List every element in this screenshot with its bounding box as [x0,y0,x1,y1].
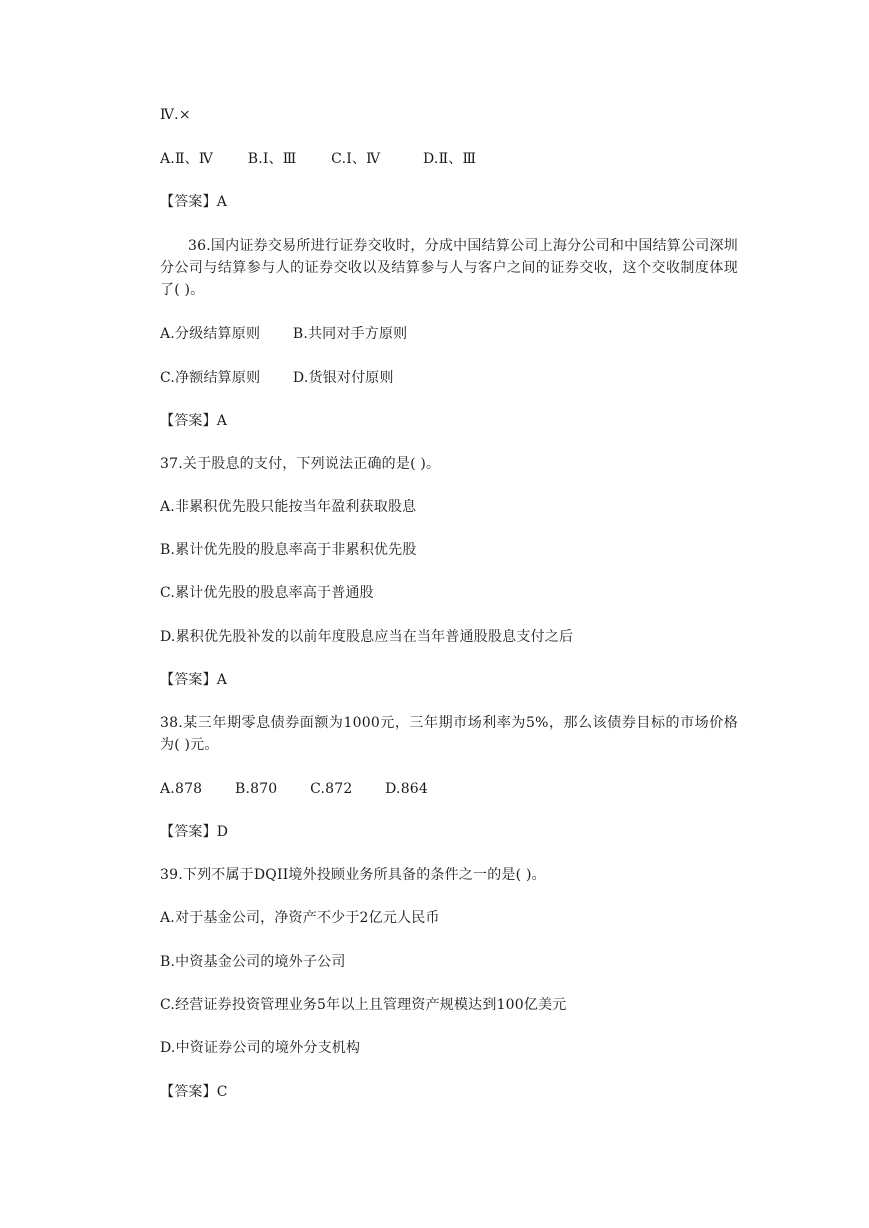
q38-option-b: B.870 [234,781,278,797]
q35-option-d: D.Ⅱ、Ⅲ [423,151,477,167]
q37-option-a: A.非累积优先股只能按当年盈利获取股息 [160,499,417,515]
q37-option-d: D.累积优先股补发的以前年度股息应当在当年普通股股息支付之后 [160,629,574,645]
q36-option-a: A.分级结算原则 [160,326,261,342]
q38-answer: 【答案】D [160,824,229,840]
q38-options [160,778,428,800]
q37-answer: 【答案】A [160,672,228,688]
q36-options-row2 [160,367,394,389]
q35-option-a: A.Ⅱ、Ⅳ [160,151,214,167]
q36-answer: 【答案】A [160,413,228,429]
q39-option-d: D.中资证券公司的境外分支机构 [160,1040,361,1056]
q35-option-c: C.Ⅰ、Ⅳ [331,151,381,167]
q36-option-b: B.共同对手方原则 [292,326,408,342]
q39-option-b: B.中资基金公司的境外子公司 [160,954,346,970]
q37-option-c: C.累计优先股的股息率高于普通股 [160,585,374,601]
q36-question: 36.国内证券交易所进行证券交收时，分成中国结算公司上海分公司和中国结算公司深圳分公司与结算参与人的证券交收以及结算参与人与客户之间的证券交收，这个交收制度体现了( )。 [160,238,738,298]
q35-answer: 【答案】A [160,194,228,210]
q38-option-a: A.878 [160,781,203,797]
q38-option-c: C.872 [310,781,353,797]
q39-question: 39.下列不属于DQII境外投顾业务所具备的条件之一的是( )。 [160,867,546,883]
q35-item-iv: Ⅳ.× [160,107,191,123]
q39-answer: 【答案】C [160,1084,228,1100]
q39-option-a: A.对于基金公司，净资产不少于2亿元人民币 [160,910,440,926]
q35-options [160,148,476,170]
q36-options-row1 [160,323,407,345]
q39-option-c: C.经营证券投资管理业务5年以上且管理资产规模达到100亿美元 [160,997,567,1013]
q37-option-b: B.累计优先股的股息率高于非累积优先股 [160,542,417,558]
q36-option-c: C.净额结算原则 [160,370,261,386]
q38-question: 38.某三年期零息债券面额为1000元，三年期市场利率为5%，那么该债券目标的市场价格为( )元。 [160,715,738,753]
q38-option-d: D.864 [385,781,429,797]
q37-question: 37.关于股息的支付，下列说法正确的是( )。 [160,456,441,472]
q35-option-b: B.Ⅰ、Ⅲ [247,151,297,167]
q36-option-d: D.货银对付原则 [292,370,394,386]
